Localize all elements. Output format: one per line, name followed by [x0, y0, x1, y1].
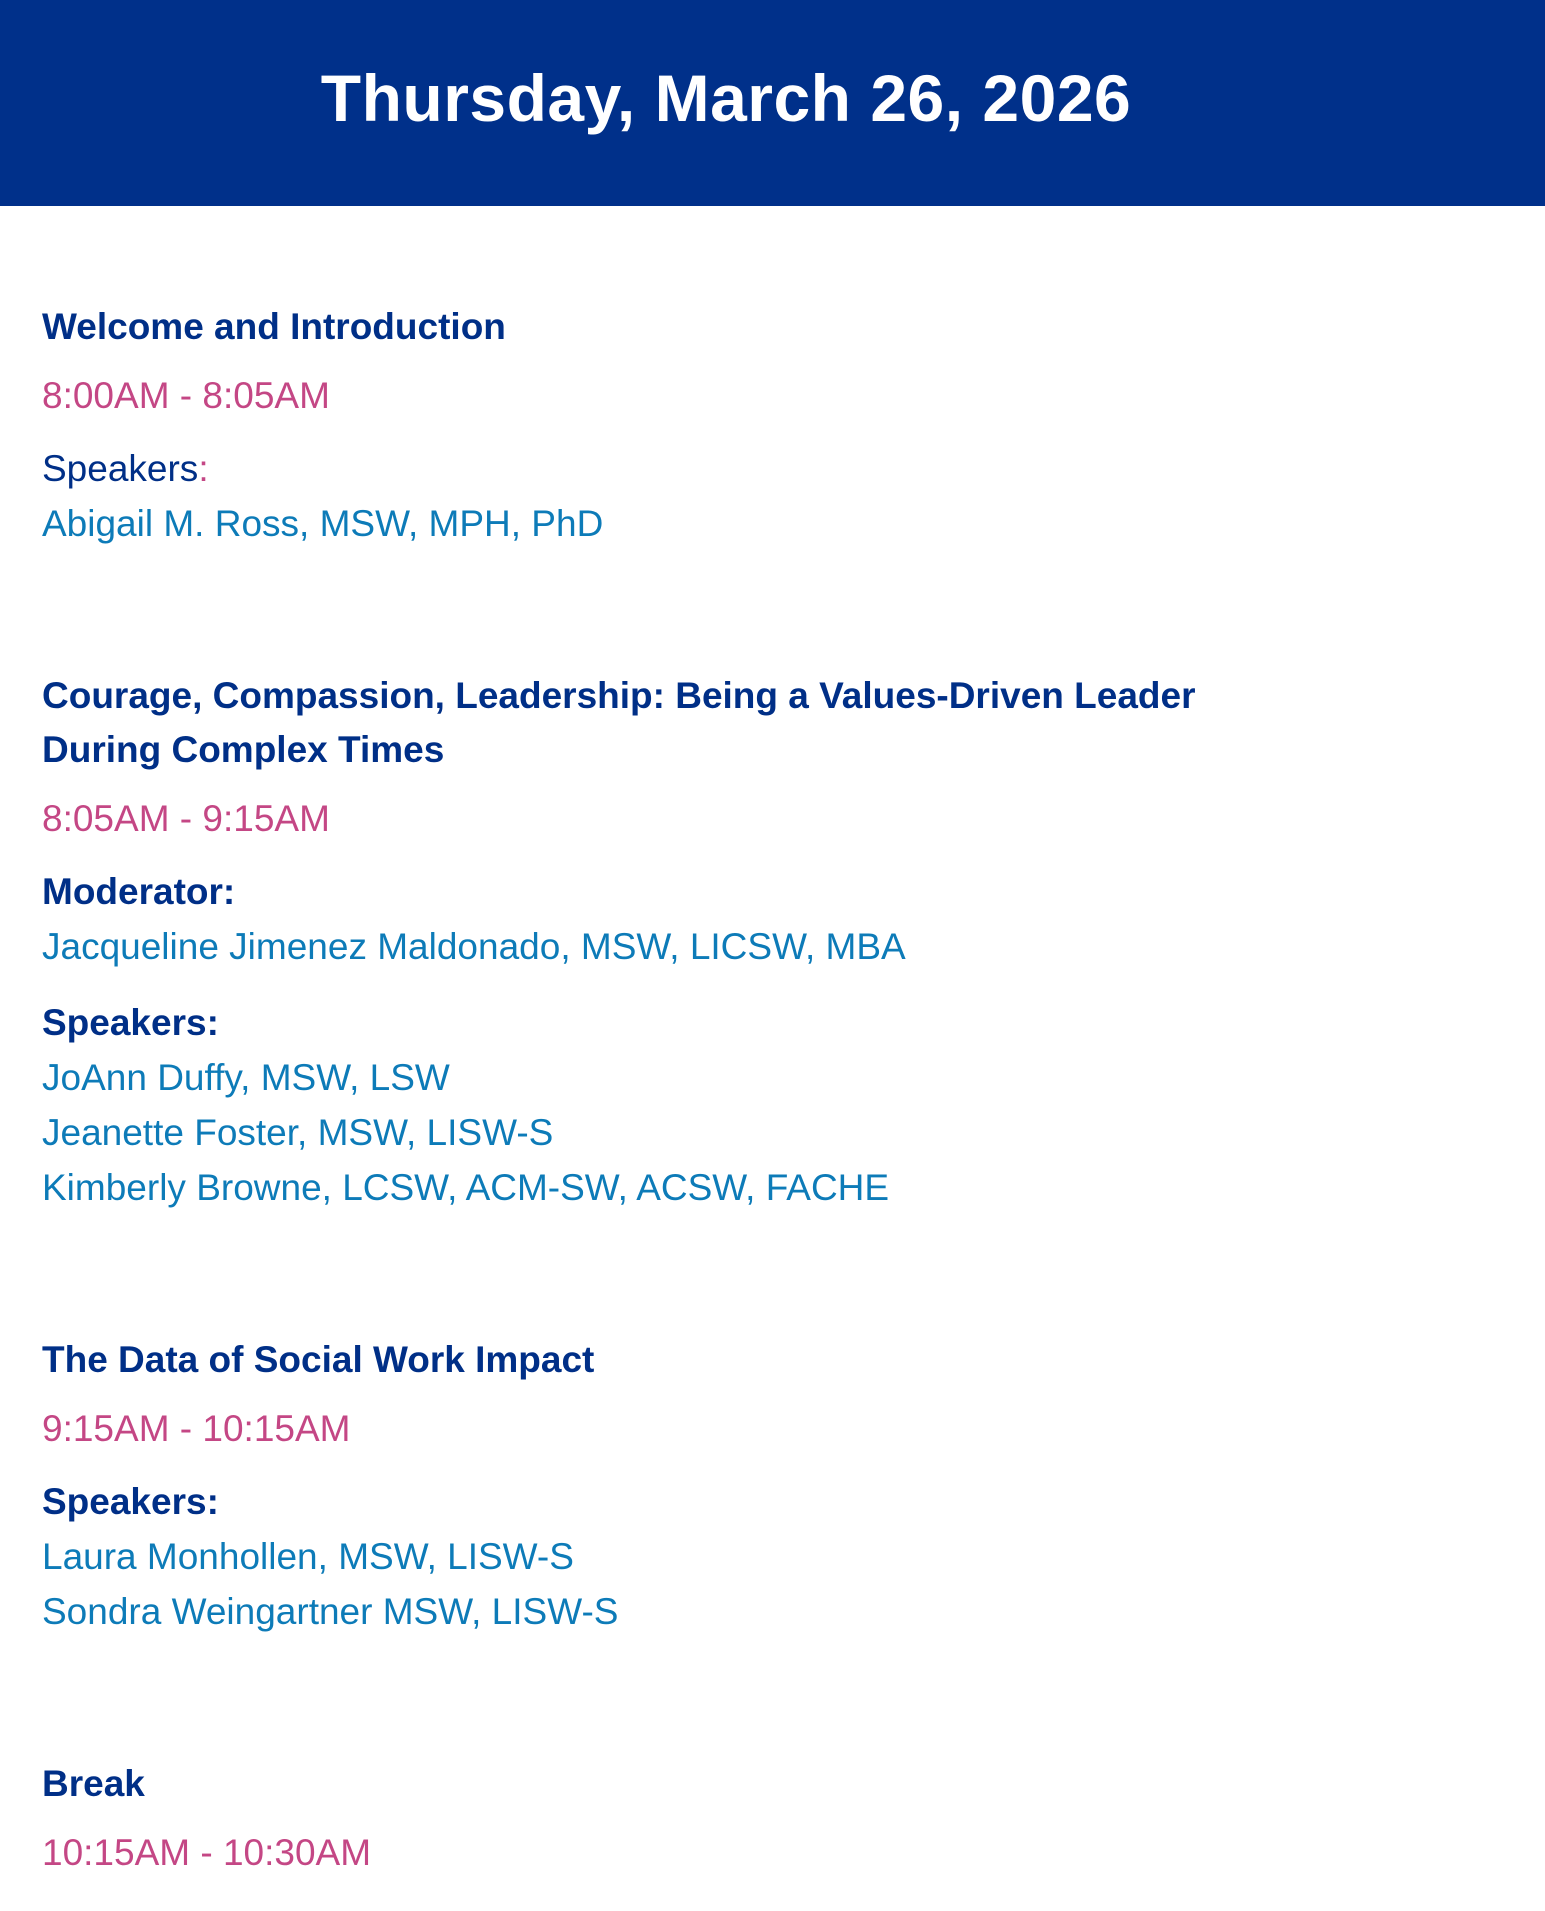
moderator-group	[42, 865, 1422, 974]
speaker-name: Sondra Weingartner MSW, LISW-S	[42, 1591, 619, 1632]
session-time: 9:15AM - 10:15AM	[42, 1408, 351, 1449]
speaker-name: JoAnn Duffy, MSW, LSW	[42, 1057, 450, 1098]
session-title: The Data of Social Work Impact	[42, 1339, 595, 1380]
speakers-group	[42, 1475, 1422, 1639]
speakers-group	[42, 442, 1422, 551]
date-header	[0, 0, 1545, 206]
session-break	[42, 1757, 1422, 1877]
session-time: 8:05AM - 9:15AM	[42, 798, 330, 839]
session-leadership	[42, 669, 1422, 1215]
speakers-group	[42, 996, 1422, 1215]
speaker-name: Abigail M. Ross, MSW, MPH, PhD	[42, 503, 604, 544]
session-data-impact	[42, 1333, 1422, 1639]
speaker-name: Jeanette Foster, MSW, LISW-S	[42, 1112, 554, 1153]
speakers-label-colon: :	[198, 448, 209, 489]
speaker-list	[42, 1050, 1422, 1215]
moderator-list	[42, 919, 1422, 974]
session-welcome	[42, 300, 1422, 551]
session-time: 10:15AM - 10:30AM	[42, 1832, 372, 1873]
agenda-content	[42, 300, 1422, 1877]
speaker-name: Kimberly Browne, LCSW, ACM-SW, ACSW, FACHE	[42, 1167, 890, 1208]
speakers-label: Speakers:	[42, 1481, 219, 1522]
session-time: 8:00AM - 8:05AM	[42, 375, 330, 416]
speakers-label-text: Speakers	[42, 448, 199, 489]
moderator-name: Jacqueline Jimenez Maldonado, MSW, LICSW, MBA	[42, 926, 906, 967]
speaker-list	[42, 496, 1422, 551]
speakers-label: Speakers:	[42, 1002, 219, 1043]
date-title: Thursday, March 26, 2026	[320, 61, 1132, 135]
speaker-name: Laura Monhollen, MSW, LISW-S	[42, 1536, 574, 1577]
session-title: Welcome and Introduction	[42, 306, 506, 347]
moderator-label: Moderator:	[42, 871, 236, 912]
speakers-label	[42, 442, 1422, 496]
session-title: Break	[42, 1763, 145, 1804]
session-title: Courage, Compassion, Leadership: Being a Values-Driven Leader During Complex Times	[42, 675, 1196, 770]
speaker-list	[42, 1529, 1422, 1639]
